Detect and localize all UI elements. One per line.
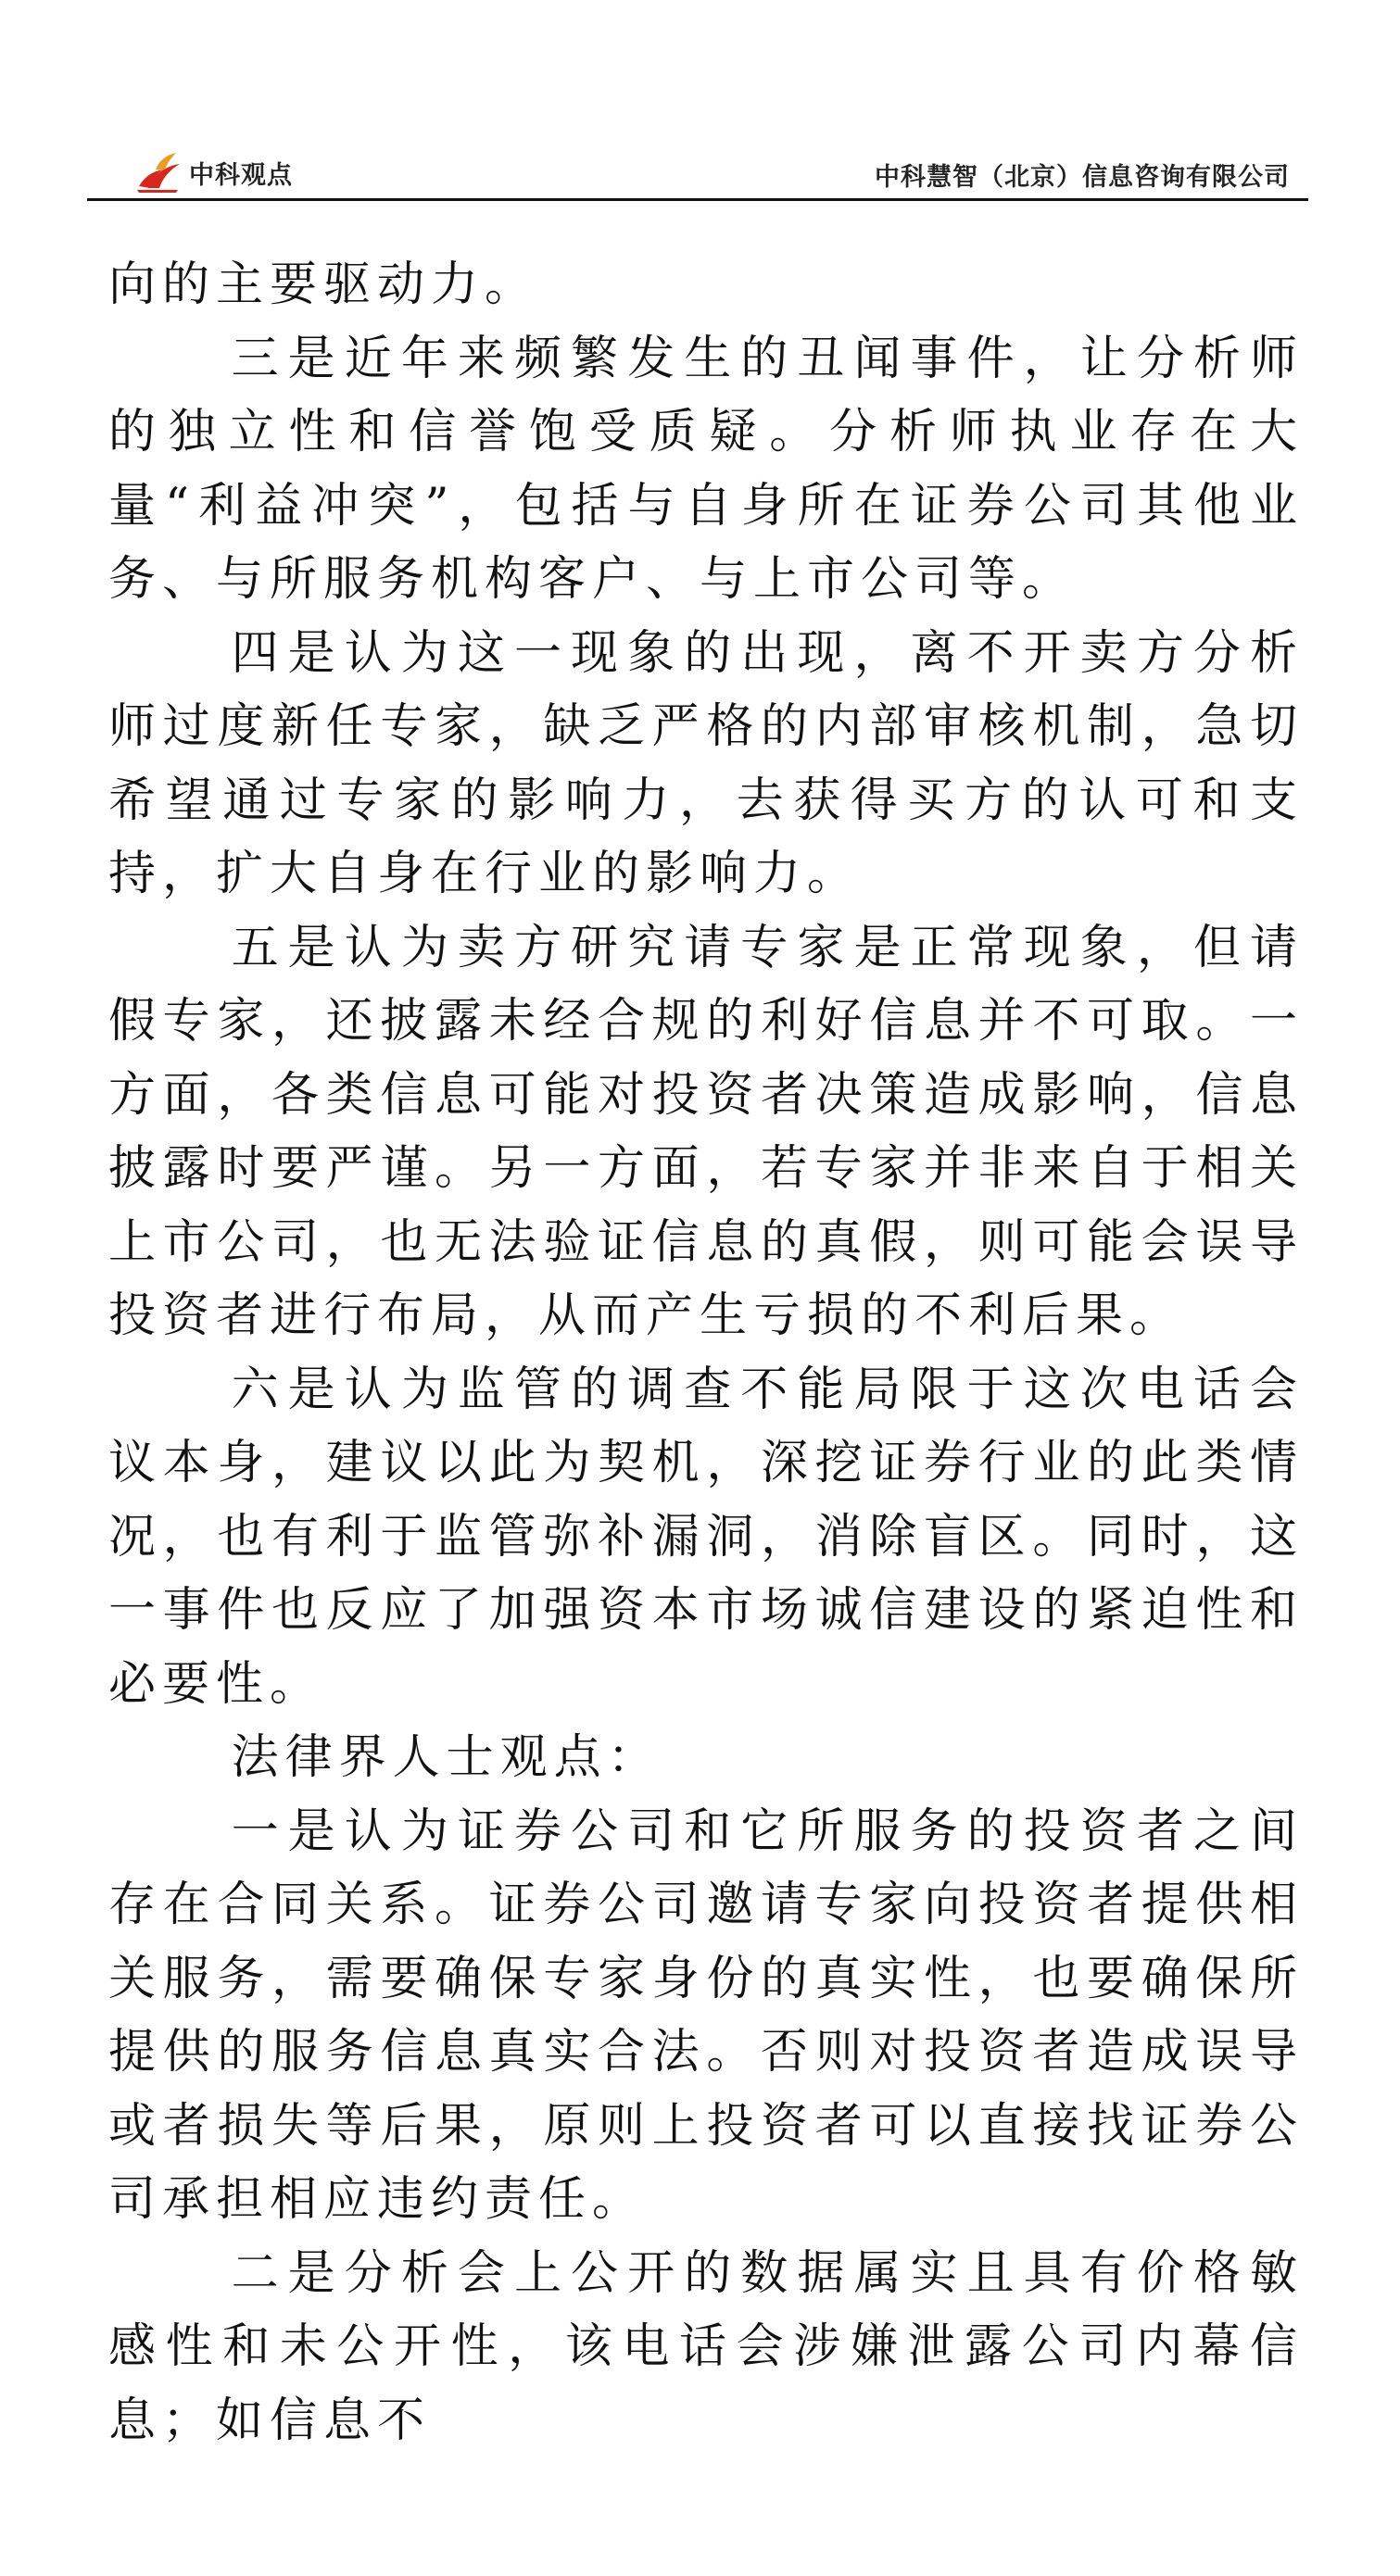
- brand-logo: [135, 144, 293, 201]
- paragraph: 六是认为监管的调查不能局限于这次电话会议本身，建议以此为契机，深挖证券行业的此类情况，也有利于监管弥补漏洞，消除盲区。同时，这一事件也反应了加强资本市场诚信建设的紧迫性和必要性。: [108, 1362, 1304, 1712]
- flame-logo-icon: [135, 151, 183, 194]
- paragraph: 四是认为这一现象的出现，离不开卖方分析师过度新任专家，缺乏严格的内部审核机制，急切希望通过专家的影响力，去获得买方的认可和支持，扩大自身在行业的影响力。: [108, 625, 1304, 901]
- paragraph: 向的主要驱动力。: [108, 258, 539, 312]
- paragraph: 二是分析会上公开的数据属实且具有价格敏感性和未公开性，该电话会涉嫌泄露公司内幕信息；如信息不: [108, 2245, 1304, 2448]
- brand-name: 中科观点: [189, 160, 293, 190]
- paragraph: 法律界人士观点：: [231, 1730, 662, 1785]
- header-divider: [87, 198, 1308, 201]
- article-body: [108, 248, 1304, 2457]
- paragraph: 三是近年来频繁发生的丑闻事件，让分析师的独立性和信誉饱受质疑。分析师执业存在大量“利益冲突”，包括与自身所在证券公司其他业务、与所服务机构客户、与上市公司等。: [108, 331, 1304, 607]
- paragraph: 五是认为卖方研究请专家是正常现象，但请假专家，还披露未经合规的利好信息并不可取。一方面，各类信息可能对投资者决策造成影响，信息披露时要严谨。另一方面，若专家并非来自于相关上市公司，也无法验证信息的真假，则可能会误导投资者进行布局，从而产生亏损的不利后果。: [108, 920, 1304, 1343]
- page-header: [87, 144, 1308, 201]
- company-name: 中科慧智（北京）信息咨询有限公司: [875, 163, 1290, 192]
- paragraph: 一是认为证券公司和它所服务的投资者之间存在合同关系。证券公司邀请专家向投资者提供相关服务，需要确保专家身份的真实性，也要确保所提供的服务信息真实合法。否则对投资者造成误导或者损失等后果，原则上投资者可以直接找证券公司承担相应违约责任。: [108, 1803, 1304, 2227]
